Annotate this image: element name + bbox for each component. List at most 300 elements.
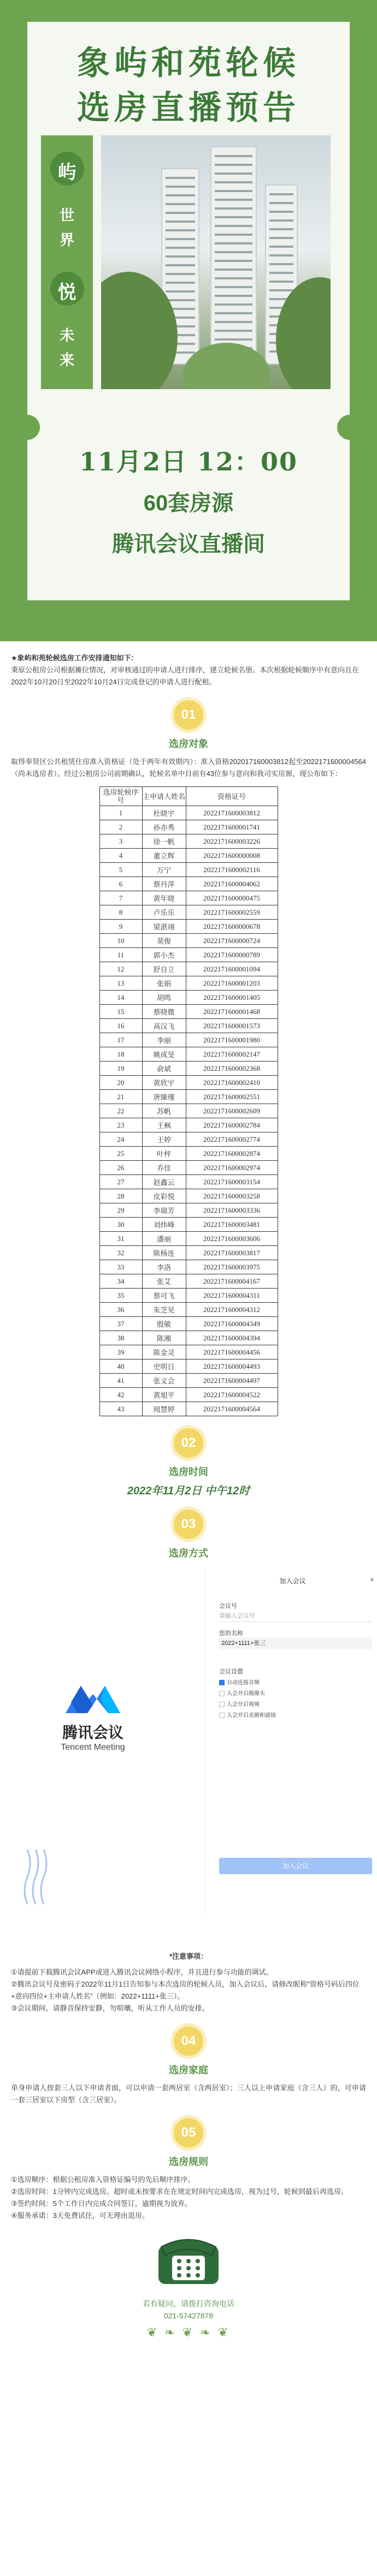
building-window (215, 242, 252, 245)
option-label: 自动连接音频 (227, 1680, 260, 1686)
cell-cert: 2022171600003481 (186, 1218, 278, 1232)
rule-1: ①选房顺序：根据公租房准入资格证编号的先后顺序排序。 (11, 2175, 195, 2184)
header-cert: 资格证号 (186, 787, 278, 806)
cell-name: 姚成旻 (142, 1047, 186, 1062)
building-window (269, 272, 293, 274)
tencent-meeting-en: Tencent Meeting (61, 1743, 125, 1752)
building-window (215, 251, 252, 253)
building-window (215, 312, 252, 314)
table-row (99, 1132, 278, 1147)
telephone-icon (148, 2235, 229, 2289)
cell-name: 唐臻瑾 (142, 1090, 186, 1104)
poster-notch-right (337, 415, 362, 440)
cell-seq: 19 (99, 1062, 142, 1076)
poster-title-line1: 象屿和苑轮候 (77, 44, 300, 82)
cell-name: 李丽 (142, 1033, 186, 1047)
cell-name: 陈杨连 (142, 1246, 186, 1260)
cell-cert: 2022171600004062 (186, 877, 278, 891)
rule-3: ③签约时间：5个工作日内完成合同签订，逾期视为放弃。 (11, 2199, 192, 2208)
cell-cert: 2022171600003226 (186, 834, 278, 849)
units-count: 60套房源 (143, 491, 234, 515)
building-window (166, 220, 195, 223)
cell-seq: 34 (99, 1274, 142, 1289)
cell-cert: 2022171600001741 (186, 820, 278, 834)
option-camera[interactable] (219, 1689, 265, 1697)
cell-seq: 31 (99, 1232, 142, 1246)
building-window (166, 282, 195, 284)
building-window (215, 321, 252, 323)
cell-seq: 26 (99, 1161, 142, 1175)
section-time (11, 1428, 366, 1498)
cell-cert: 2022171600003975 (186, 1260, 278, 1274)
cell-cert: 2022171600000789 (186, 948, 278, 962)
building-window (166, 247, 195, 249)
cell-name: 董立辉 (142, 849, 186, 863)
cell-seq: 21 (99, 1090, 142, 1104)
footer-phone-number[interactable]: 021-57427878 (163, 2311, 214, 2320)
building-window (215, 234, 252, 236)
building-window (166, 203, 195, 205)
building-window (215, 338, 252, 341)
building-window (269, 219, 293, 222)
option-label: 入会开启美颜和滤镜 (227, 1713, 276, 1719)
cell-seq: 30 (99, 1218, 142, 1232)
settings-label: 会议设置 (219, 1668, 243, 1675)
building-window (215, 199, 252, 201)
cell-name: 张艾 (142, 1274, 186, 1289)
building-window (166, 264, 195, 266)
cell-cert: 2022171600004522 (186, 1388, 278, 1402)
rule-2: ②选房时间：1分钟内完成选房。超时或未按要求在在规定时间内完成选房，视为过号，轮候到最后再选房。 (11, 2187, 348, 2196)
building-window (166, 212, 195, 214)
cell-seq: 2 (99, 820, 142, 834)
cell-seq: 14 (99, 991, 142, 1005)
cell-name: 黄年晓 (142, 891, 186, 905)
table-row (99, 991, 278, 1005)
building-window (166, 194, 195, 196)
cell-cert: 2022171600004167 (186, 1274, 278, 1289)
cell-cert: 2022171600003258 (186, 1189, 278, 1203)
cell-name: 俞斌 (142, 1062, 186, 1076)
table-row (99, 962, 278, 976)
option-beauty[interactable] (219, 1710, 276, 1719)
building-window (215, 164, 252, 166)
table-row (99, 891, 278, 905)
cell-seq: 28 (99, 1189, 142, 1203)
side-char-4: 悦 (57, 282, 76, 303)
cell-cert: 2022171600003154 (186, 1175, 278, 1189)
poster-title-line2: 选房直播预告 (77, 89, 300, 127)
intro-body: 秉原公租房公司根据摊位情况，对审核通过的申请人进行排序，建立轮候名册。本次根据轮候顺序中有意向且在2022年10月20日至2022年10月24日完成登记的申请人进行配租。 (11, 666, 360, 686)
cell-cert: 2022171600001980 (186, 1033, 278, 1047)
live-date-time: 11月2日 12：00 (79, 447, 298, 476)
table-row (99, 820, 278, 834)
cell-seq: 38 (99, 1331, 142, 1345)
selection-datetime: 2022年11月2日 中午12时 (127, 1485, 250, 1497)
cell-seq: 7 (99, 891, 142, 905)
cell-cert: 2022171600001468 (186, 1005, 278, 1019)
cell-name: 莫俊 (142, 934, 186, 948)
building-window (269, 281, 293, 283)
cell-seq: 36 (99, 1303, 142, 1317)
section-households (11, 2026, 366, 2077)
cell-name: 杜晓宇 (142, 806, 186, 820)
cell-cert: 2022171600004493 (186, 1359, 278, 1374)
cell-seq: 15 (99, 1005, 142, 1019)
estate-photo (101, 135, 331, 389)
section-number-badge: 04 (174, 2026, 203, 2056)
cell-seq: 41 (99, 1374, 142, 1388)
cell-cert: 2022171600003336 (186, 1203, 278, 1218)
cell-name: 卢乐乐 (142, 905, 186, 920)
cell-cert: 2022171600004312 (186, 1303, 278, 1317)
name-label: 您的名称 (219, 1630, 243, 1637)
table-row (99, 1090, 278, 1104)
targets-paragraph: 取得奉贤区公共租赁住房准入资格证（处于两年有效期内）：准入资格202017160003812起至2022171600004564（尚未选房者）。经过公租房公司前期确认，轮候名单中目前有43位参与意向和我司实房源，现公布如下： (11, 758, 366, 778)
side-char-2: 世 (60, 207, 74, 224)
article-body (0, 652, 377, 2362)
cell-cert: 2022171600000475 (186, 891, 278, 905)
header-seq: 选房轮候序号 (99, 787, 142, 806)
building-window (215, 330, 252, 332)
cell-name: 阅慧婷 (142, 1402, 186, 1416)
cell-cert: 2022171600004564 (186, 1402, 278, 1416)
cell-seq: 8 (99, 905, 142, 920)
option-label: 入会开启视频 (227, 1702, 260, 1708)
cell-cert: 2022171600002874 (186, 1147, 278, 1161)
cell-name: 陈金灵 (142, 1345, 186, 1359)
cell-seq: 43 (99, 1402, 142, 1416)
checkbox-checked-icon (219, 1680, 225, 1685)
cell-seq: 9 (99, 920, 142, 934)
section-method (11, 1510, 366, 1560)
table-row (99, 1246, 278, 1260)
table-row (99, 1303, 278, 1317)
section-number-badge: 01 (174, 700, 203, 730)
cell-name: 黄旭平 (142, 1388, 186, 1402)
cell-seq: 5 (99, 863, 142, 877)
building-window (166, 238, 195, 240)
cell-seq: 35 (99, 1289, 142, 1303)
cell-cert: 2022171600002784 (186, 1118, 278, 1132)
cell-seq: 11 (99, 948, 142, 962)
building-window (166, 299, 195, 301)
tencent-meeting-screenshot (11, 1569, 374, 1945)
meeting-id-label: 会议号 (219, 1603, 237, 1609)
building-window (166, 255, 195, 258)
roster-table (99, 786, 278, 1416)
rule-4: ④服务承诺：3天免费试住，可无理由退房。 (11, 2211, 149, 2220)
checkbox-icon (219, 1702, 225, 1707)
cell-cert: 2022171600002147 (186, 1047, 278, 1062)
table-row (99, 920, 278, 934)
section-title: 选房规则 (169, 2156, 208, 2167)
building-window (215, 216, 252, 218)
building-window (269, 211, 293, 213)
building-2 (210, 146, 257, 365)
table-row (99, 1317, 278, 1331)
tencent-meeting-logo-icon (60, 1680, 126, 1719)
table-row (99, 1260, 278, 1274)
building-window (215, 260, 252, 262)
table-row (99, 1388, 278, 1402)
cell-seq: 32 (99, 1246, 142, 1260)
building-window (166, 290, 195, 293)
cell-name: 李洛 (142, 1260, 186, 1274)
cell-seq: 24 (99, 1132, 142, 1147)
cell-seq: 37 (99, 1317, 142, 1331)
note-1: ①请提前下载腾讯会议APP或进入腾讯会议网络小程序，并且进行参与功能的调试。 (11, 1968, 273, 1976)
section-number-badge: 05 (174, 2118, 203, 2148)
building-window (269, 263, 293, 265)
table-row (99, 1062, 278, 1076)
side-char-1: 屿 (57, 162, 76, 183)
building-window (269, 237, 293, 239)
cell-seq: 40 (99, 1359, 142, 1374)
cell-name: 徐一帆 (142, 834, 186, 849)
table-row (99, 1189, 278, 1203)
building-window (215, 155, 252, 157)
cell-name: 苏帆 (142, 1104, 186, 1118)
building-window (215, 181, 252, 183)
building-window (215, 225, 252, 227)
cell-name: 蔡丹萍 (142, 877, 186, 891)
table-row (99, 1402, 278, 1416)
cell-seq: 17 (99, 1033, 142, 1047)
cell-cert: 2022171600002609 (186, 1104, 278, 1118)
table-row (99, 1104, 278, 1118)
building-window (215, 277, 252, 279)
table-row (99, 1175, 278, 1189)
option-video[interactable] (219, 1700, 260, 1708)
table-row (99, 1345, 278, 1359)
section-title: 选房对象 (169, 738, 208, 749)
table-row (99, 1147, 278, 1161)
table-row (99, 834, 278, 849)
cell-cert: 2022171600004311 (186, 1289, 278, 1303)
form-title: 加入会议 (279, 1577, 306, 1585)
table-row (99, 1232, 278, 1246)
checkbox-icon (219, 1691, 225, 1696)
side-char-6: 来 (60, 352, 74, 369)
section-number-badge: 03 (174, 1510, 203, 1539)
cell-cert: 2022171600004497 (186, 1374, 278, 1388)
notes-title: *注意事项： (169, 1952, 208, 1960)
cell-cert: 2022171600000724 (186, 934, 278, 948)
building-window (269, 246, 293, 248)
table-row (99, 905, 278, 920)
cell-name: 陈湘 (142, 1331, 186, 1345)
tencent-meeting-name: 腾讯会议 (62, 1724, 123, 1741)
cell-name: 万宁 (142, 863, 186, 877)
cell-name: 郭小杰 (142, 948, 186, 962)
close-icon[interactable]: × (369, 1575, 374, 1584)
table-row (99, 976, 278, 991)
cell-name: 孙亦秀 (142, 820, 186, 834)
meeting-id-input[interactable]: 请输入会议号 (219, 1610, 372, 1622)
cell-name: 张义会 (142, 1374, 186, 1388)
cell-seq: 10 (99, 934, 142, 948)
cell-seq: 39 (99, 1345, 142, 1359)
cell-name: 舒自立 (142, 962, 186, 976)
section-number-badge: 02 (174, 1428, 203, 1458)
cell-seq: 20 (99, 1076, 142, 1090)
footer (11, 2235, 366, 2362)
join-meeting-form (205, 1569, 377, 1918)
cell-seq: 27 (99, 1175, 142, 1189)
building-window (269, 289, 293, 291)
cell-seq: 16 (99, 1019, 142, 1033)
table-row (99, 1033, 278, 1047)
cell-cert: 2022171600002116 (186, 863, 278, 877)
table-row (99, 877, 278, 891)
building-window (215, 295, 252, 297)
cell-name: 皮彩悦 (142, 1189, 186, 1203)
note-2: ②腾讯会议号及密码于2022年11月1日告知参与本次选房的轮候人员，加入会议后，请修改昵称"资格号码后四位+意向四位+主申请人姓名"（例如：2022+1111+张三）。 (11, 1980, 360, 2000)
table-row (99, 934, 278, 948)
cell-name: 黄欣宇 (142, 1076, 186, 1090)
tencent-meeting-logo (55, 1680, 131, 1752)
table-row (99, 1005, 278, 1019)
cell-seq: 4 (99, 849, 142, 863)
building-window (269, 193, 293, 195)
building-window (215, 207, 252, 210)
footer-contact-line: 若有疑问，请拨打咨询电话 (143, 2299, 234, 2308)
cell-seq: 42 (99, 1388, 142, 1402)
building-window (215, 286, 252, 288)
name-input[interactable]: 2022+1111+张三 (219, 1637, 372, 1649)
building-window (269, 228, 293, 230)
table-row (99, 806, 278, 820)
table-row (99, 948, 278, 962)
table-row (99, 1218, 278, 1232)
cell-seq: 3 (99, 834, 142, 849)
cell-name: 高汉飞 (142, 1019, 186, 1033)
table-row (99, 1359, 278, 1374)
live-room: 腾讯会议直播间 (112, 532, 265, 556)
building-window (215, 190, 252, 192)
roster-header-row (99, 787, 278, 806)
cell-name: 胡鸣 (142, 991, 186, 1005)
table-row (99, 1161, 278, 1175)
cell-name: 殷敏 (142, 1317, 186, 1331)
cell-name: 王婷 (142, 1132, 186, 1147)
side-char-5: 未 (60, 327, 74, 344)
building-window (166, 186, 195, 188)
table-row (99, 1203, 278, 1218)
table-row (99, 1047, 278, 1062)
cell-cert: 2022171600004394 (186, 1331, 278, 1345)
table-row (99, 1331, 278, 1345)
wave-decoration-icon (22, 1847, 55, 1907)
building-window (166, 273, 195, 275)
section-targets (11, 700, 366, 750)
section-rules (11, 2118, 366, 2168)
cell-cert: 2022171600002551 (186, 1090, 278, 1104)
cell-cert: 2022171600002410 (186, 1076, 278, 1090)
building-window (166, 229, 195, 231)
section-title: 选房方式 (169, 1548, 208, 1559)
option-label: 入会开启摄像头 (227, 1691, 265, 1697)
households-paragraph: 单身申请人按套三人以下申请者面，可以申请一套两居室（含两居室）；三人以上申请家庭（含三人）的，可申请一套三居室以下房型（含三居室）。 (11, 2084, 366, 2104)
building-window (269, 202, 293, 204)
table-row (99, 1289, 278, 1303)
cell-cert: 2022171600004456 (186, 1345, 278, 1359)
cell-name: 王枫 (142, 1118, 186, 1132)
cell-name: 潘丽 (142, 1232, 186, 1246)
cell-cert: 2022171600000008 (186, 849, 278, 863)
join-meeting-button[interactable]: 加入会议 (219, 1858, 372, 1874)
cell-cert: 2022171600003817 (186, 1246, 278, 1260)
roster-body (99, 806, 278, 1416)
section-title: 选房时间 (169, 1466, 208, 1477)
cell-seq: 13 (99, 976, 142, 991)
cell-cert: 2022171600003606 (186, 1232, 278, 1246)
cell-cert: 2022171600002774 (186, 1132, 278, 1147)
cell-seq: 23 (99, 1118, 142, 1132)
side-char-3: 界 (60, 232, 74, 249)
table-row (99, 1274, 278, 1289)
building-window (215, 172, 252, 175)
building-window (269, 254, 293, 257)
cell-seq: 25 (99, 1147, 142, 1161)
cell-cert: 2022171600002974 (186, 1161, 278, 1175)
cell-cert: 2022171600004349 (186, 1317, 278, 1331)
cell-name: 李瑞芳 (142, 1203, 186, 1218)
option-auto-audio[interactable] (219, 1678, 260, 1686)
cell-seq: 1 (99, 806, 142, 820)
section-title: 选房家庭 (169, 2065, 208, 2076)
cell-seq: 22 (99, 1104, 142, 1118)
table-row (99, 1118, 278, 1132)
cell-seq: 18 (99, 1047, 142, 1062)
cell-seq: 33 (99, 1260, 142, 1274)
table-row (99, 1374, 278, 1388)
cell-cert: 2022171600001405 (186, 991, 278, 1005)
cell-cert: 2022171600003812 (186, 806, 278, 820)
header-name: 主申请人姓名 (142, 787, 186, 806)
cell-name: 张娟 (142, 976, 186, 991)
cell-cert: 2022171600002559 (186, 905, 278, 920)
table-row (99, 849, 278, 863)
building-window (215, 303, 252, 306)
intro-lead: ★象屿和苑轮候选房工作安排通知如下： (11, 654, 138, 662)
cell-cert: 2022171600001094 (186, 962, 278, 976)
cell-name: 刘炜峰 (142, 1218, 186, 1232)
intro (11, 652, 366, 688)
cell-name: 朱芝见 (142, 1303, 186, 1317)
cell-cert: 2022171600001203 (186, 976, 278, 991)
cell-name: 赵鑫云 (142, 1175, 186, 1189)
cell-seq: 29 (99, 1203, 142, 1218)
cell-cert: 2022171600000678 (186, 920, 278, 934)
cell-seq: 12 (99, 962, 142, 976)
poster-notch-left (15, 415, 40, 440)
poster-side-block (41, 135, 93, 389)
note-3: ③会议期间，请静音保持安静，勿喧嚷，听从工作人员的安排。 (11, 2004, 209, 2012)
cell-cert: 2022171600001573 (186, 1019, 278, 1033)
table-row (99, 1019, 278, 1033)
cell-name: 蔡可飞 (142, 1289, 186, 1303)
cell-cert: 2022171600002368 (186, 1062, 278, 1076)
cell-seq: 6 (99, 877, 142, 891)
checkbox-icon (219, 1713, 225, 1718)
building-window (166, 177, 195, 179)
cell-name: 叶枰 (142, 1147, 186, 1161)
building-window (215, 269, 252, 271)
cell-name: 乔佳 (142, 1161, 186, 1175)
table-row (99, 1076, 278, 1090)
